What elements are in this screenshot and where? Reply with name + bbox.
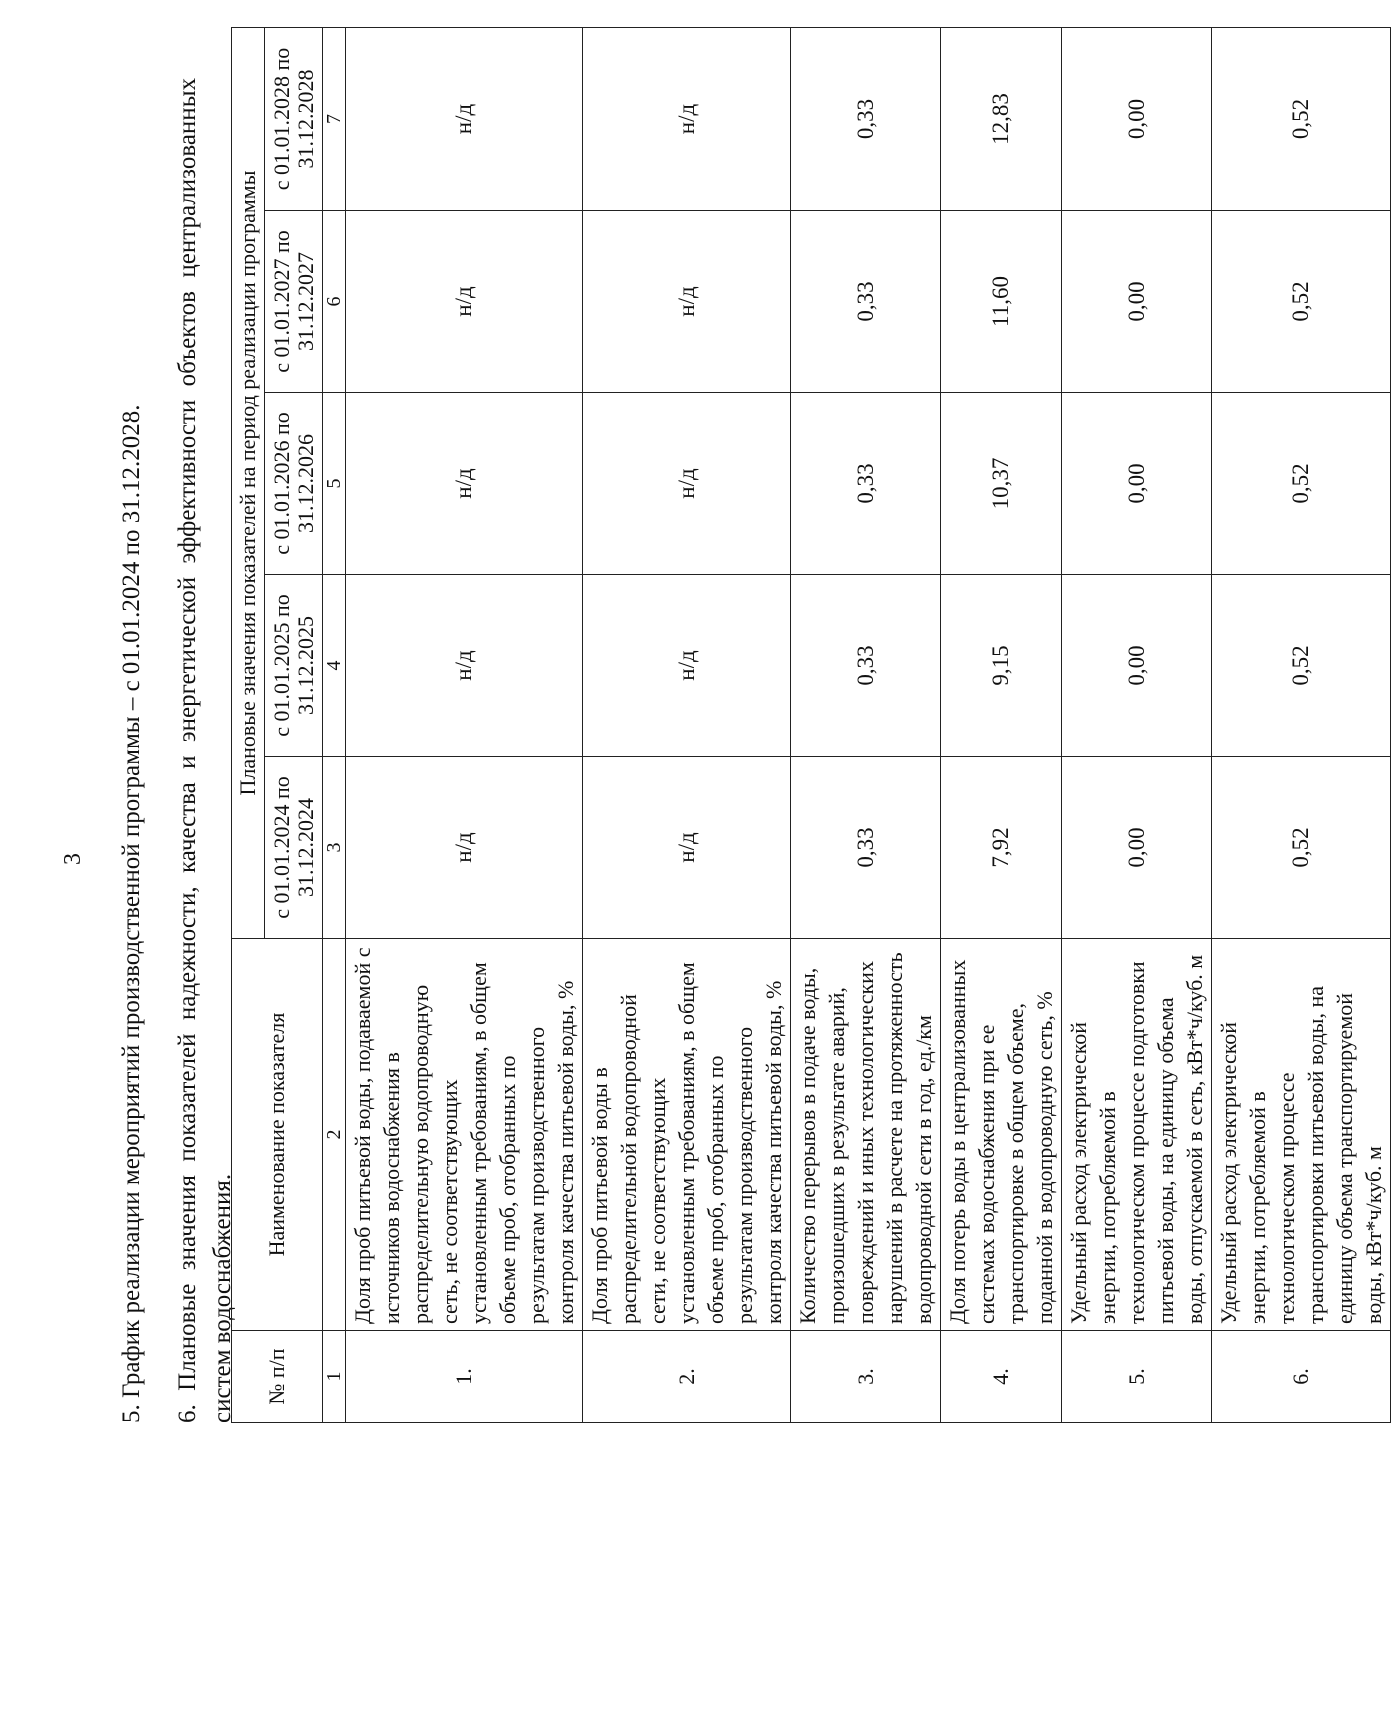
page-number: 3 bbox=[60, 853, 86, 865]
indicator-value: н/д bbox=[346, 27, 583, 210]
header-period: с 01.01.2027 по 31.12.2027 bbox=[265, 211, 323, 393]
header-period: с 01.01.2026 по 31.12.2026 bbox=[265, 393, 323, 575]
column-index: 7 bbox=[323, 27, 346, 210]
indicator-value: н/д bbox=[583, 27, 791, 210]
indicator-value: 0,00 bbox=[1062, 575, 1212, 757]
indicator-value: 0,52 bbox=[1212, 393, 1391, 575]
header-row-top bbox=[232, 27, 265, 1422]
column-index: 1 bbox=[323, 1331, 346, 1423]
indicator-value: 7,92 bbox=[941, 757, 1062, 939]
indicator-value: 0,00 bbox=[1062, 211, 1212, 393]
column-index: 2 bbox=[323, 939, 346, 1331]
indicator-value: 0,52 bbox=[1212, 575, 1391, 757]
header-plan-group: Плановые значения показателей на период реализации программы bbox=[232, 27, 265, 938]
row-number: 1. bbox=[346, 1331, 583, 1423]
indicator-value: 0,33 bbox=[791, 27, 941, 210]
section-6-heading: 6. Плановые значения показателей надежности, качества и энергетической эффективности объектов централизованных систем водоснабжения. bbox=[174, 78, 236, 1423]
indicator-value: н/д bbox=[583, 575, 791, 757]
indicator-name: Удельный расход электрической энергии, потребляемой в технологическом процессе подготовки питьевой воды, на единицу объема воды, отпускаемой в сеть, кВт*ч/куб. м bbox=[1062, 939, 1212, 1331]
header-period: с 01.01.2025 по 31.12.2025 bbox=[265, 575, 323, 757]
indicator-value: 0,33 bbox=[791, 211, 941, 393]
indicator-value: 10,37 bbox=[941, 393, 1062, 575]
indicator-name: Доля потерь воды в централизованных системах водоснабжения при ее транспортировке в общем объеме, поданной в водопроводную сеть, % bbox=[941, 939, 1062, 1331]
indicator-value: н/д bbox=[583, 757, 791, 939]
table-row bbox=[583, 27, 791, 1422]
column-index: 3 bbox=[323, 757, 346, 939]
indicator-name: Доля проб питьевой воды, подаваемой с источников водоснабжения в распределительную водопроводную сеть, не соответствующих установленным требованиям, в общем объеме проб, отобранных по результатам производственного контроля качества питьевой воды, % bbox=[346, 939, 583, 1331]
indicator-value: 0,00 bbox=[1062, 393, 1212, 575]
row-number: 4. bbox=[941, 1331, 1062, 1423]
indicators-table bbox=[231, 27, 1391, 1423]
table-row bbox=[1212, 27, 1391, 1422]
table-row bbox=[346, 27, 583, 1422]
indicator-value: 0,33 bbox=[791, 575, 941, 757]
indicator-value: 0,00 bbox=[1062, 27, 1212, 210]
indicator-value: 0,33 bbox=[791, 757, 941, 939]
row-number: 2. bbox=[583, 1331, 791, 1423]
indicator-name: Удельный расход электрической энергии, потребляемой в технологическом процессе транспортировки питьевой воды, на единицу объема транспортируемой воды, кВт*ч/куб. м bbox=[1212, 939, 1391, 1331]
indicator-value: 9,15 bbox=[941, 575, 1062, 757]
indicator-value: н/д bbox=[346, 757, 583, 939]
column-index: 6 bbox=[323, 211, 346, 393]
table-row bbox=[941, 27, 1062, 1422]
header-period: с 01.01.2024 по 31.12.2024 bbox=[265, 757, 323, 939]
indicator-value: н/д bbox=[583, 211, 791, 393]
column-index: 5 bbox=[323, 393, 346, 575]
indicator-value: 0,52 bbox=[1212, 757, 1391, 939]
indicator-value: н/д bbox=[583, 393, 791, 575]
table-row bbox=[1062, 27, 1212, 1422]
section-5-heading: 5. График реализации мероприятий производственной программы – с 01.01.2024 по 31.12.2028. bbox=[118, 404, 145, 1423]
indicator-name: Доля проб питьевой воды в распределительной водопроводной сети, не соответствующих установленным требованиям, в общем объеме проб, отобранных по результатам производственного контроля качества питьевой воды, % bbox=[583, 939, 791, 1331]
column-index-row bbox=[323, 27, 346, 1422]
indicator-value: 0,33 bbox=[791, 393, 941, 575]
indicator-value: 12,83 bbox=[941, 27, 1062, 210]
indicator-name: Количество перерывов в подаче воды, произошедших в результате аварий, повреждений и иных технологических нарушений в расчете на протяженность водопроводной сети в год, ед./км bbox=[791, 939, 941, 1331]
table-row bbox=[791, 27, 941, 1422]
indicator-value: 0,52 bbox=[1212, 27, 1391, 210]
row-number: 5. bbox=[1062, 1331, 1212, 1423]
indicator-value: н/д bbox=[346, 393, 583, 575]
indicator-value: н/д bbox=[346, 211, 583, 393]
indicator-value: н/д bbox=[346, 575, 583, 757]
row-number: 3. bbox=[791, 1331, 941, 1423]
header-name: Наименование показателя bbox=[232, 939, 323, 1331]
indicator-value: 11,60 bbox=[941, 211, 1062, 393]
header-num: № п/п bbox=[232, 1331, 323, 1423]
indicator-value: 0,52 bbox=[1212, 211, 1391, 393]
column-index: 4 bbox=[323, 575, 346, 757]
header-period: с 01.01.2028 по 31.12.2028 bbox=[265, 27, 323, 210]
indicator-value: 0,00 bbox=[1062, 757, 1212, 939]
row-number: 6. bbox=[1212, 1331, 1391, 1423]
